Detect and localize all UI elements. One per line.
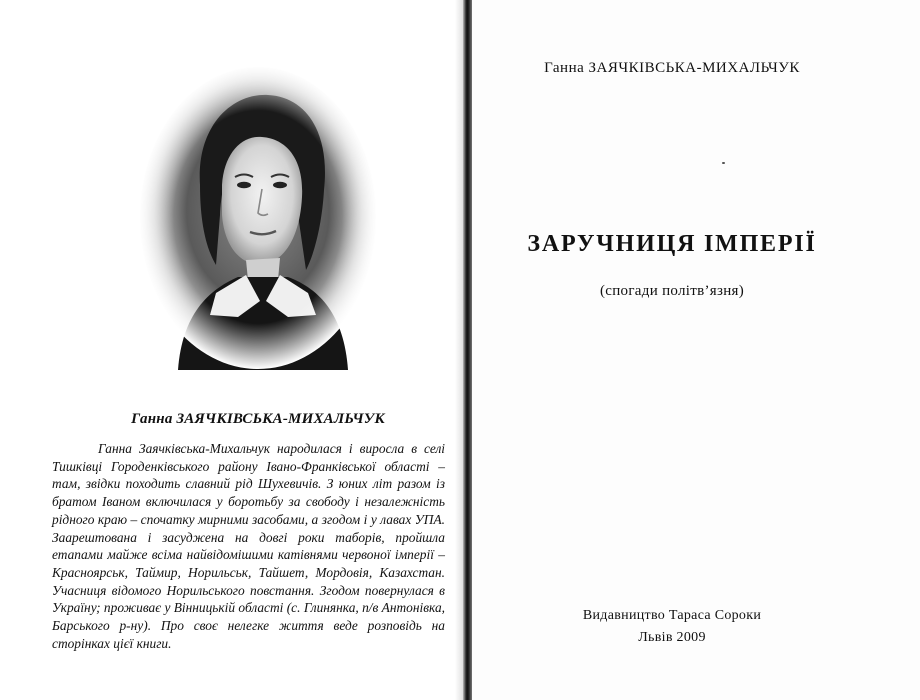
publisher-name: Видавництво Тараса Сороки [582,608,762,623]
bio-heading: Ганна ЗАЯЧКІВСЬКА-МИХАЛЬЧУК [131,411,385,427]
book-title: ЗАРУЧНИЦЯ ІМПЕРІЇ [527,231,817,257]
title-page [472,0,920,700]
bio-paragraph [52,440,445,652]
book-subtitle: (спогади політв’язня) [599,283,745,299]
publication-place-year: Львів 2009 [638,630,706,645]
bio-paragraph-text: Ганна Заячківська-Михальчук народилася і виросла в селі Тишківці Городенківського району Івано-Франківської області – там, звідки походить славний рід Шухевичів. З юних літ разом із братом Іваном включилася у боротьбу за свободу і незалежність рідного краю – спочатку мирними засобами, а згодом і у лавах УПА. Заарештована і засуджена на довгі роки таборів, пройшла етапами майже всіма найвідомішими катівнями червоної імперії – Красноярськ, Таймир, Норильськ, Тайшет, Мордовія, Казахстан. Учасниця відомого Норильського повстання. Згодом повернулася в Україну; проживає у Вінницькій області (с. Глинянка, п/в Антонівка, Барського р-ну). Про своє нелегке життя веде розповідь на сторінках цієї книги. [52,441,446,651]
gutter-shadow [455,0,463,700]
author-name: Ганна ЗАЯЧКІВСЬКА-МИХАЛЬЧУК [544,60,800,76]
author-portrait [138,65,378,370]
print-speck [722,162,725,164]
book-gutter [463,0,472,700]
